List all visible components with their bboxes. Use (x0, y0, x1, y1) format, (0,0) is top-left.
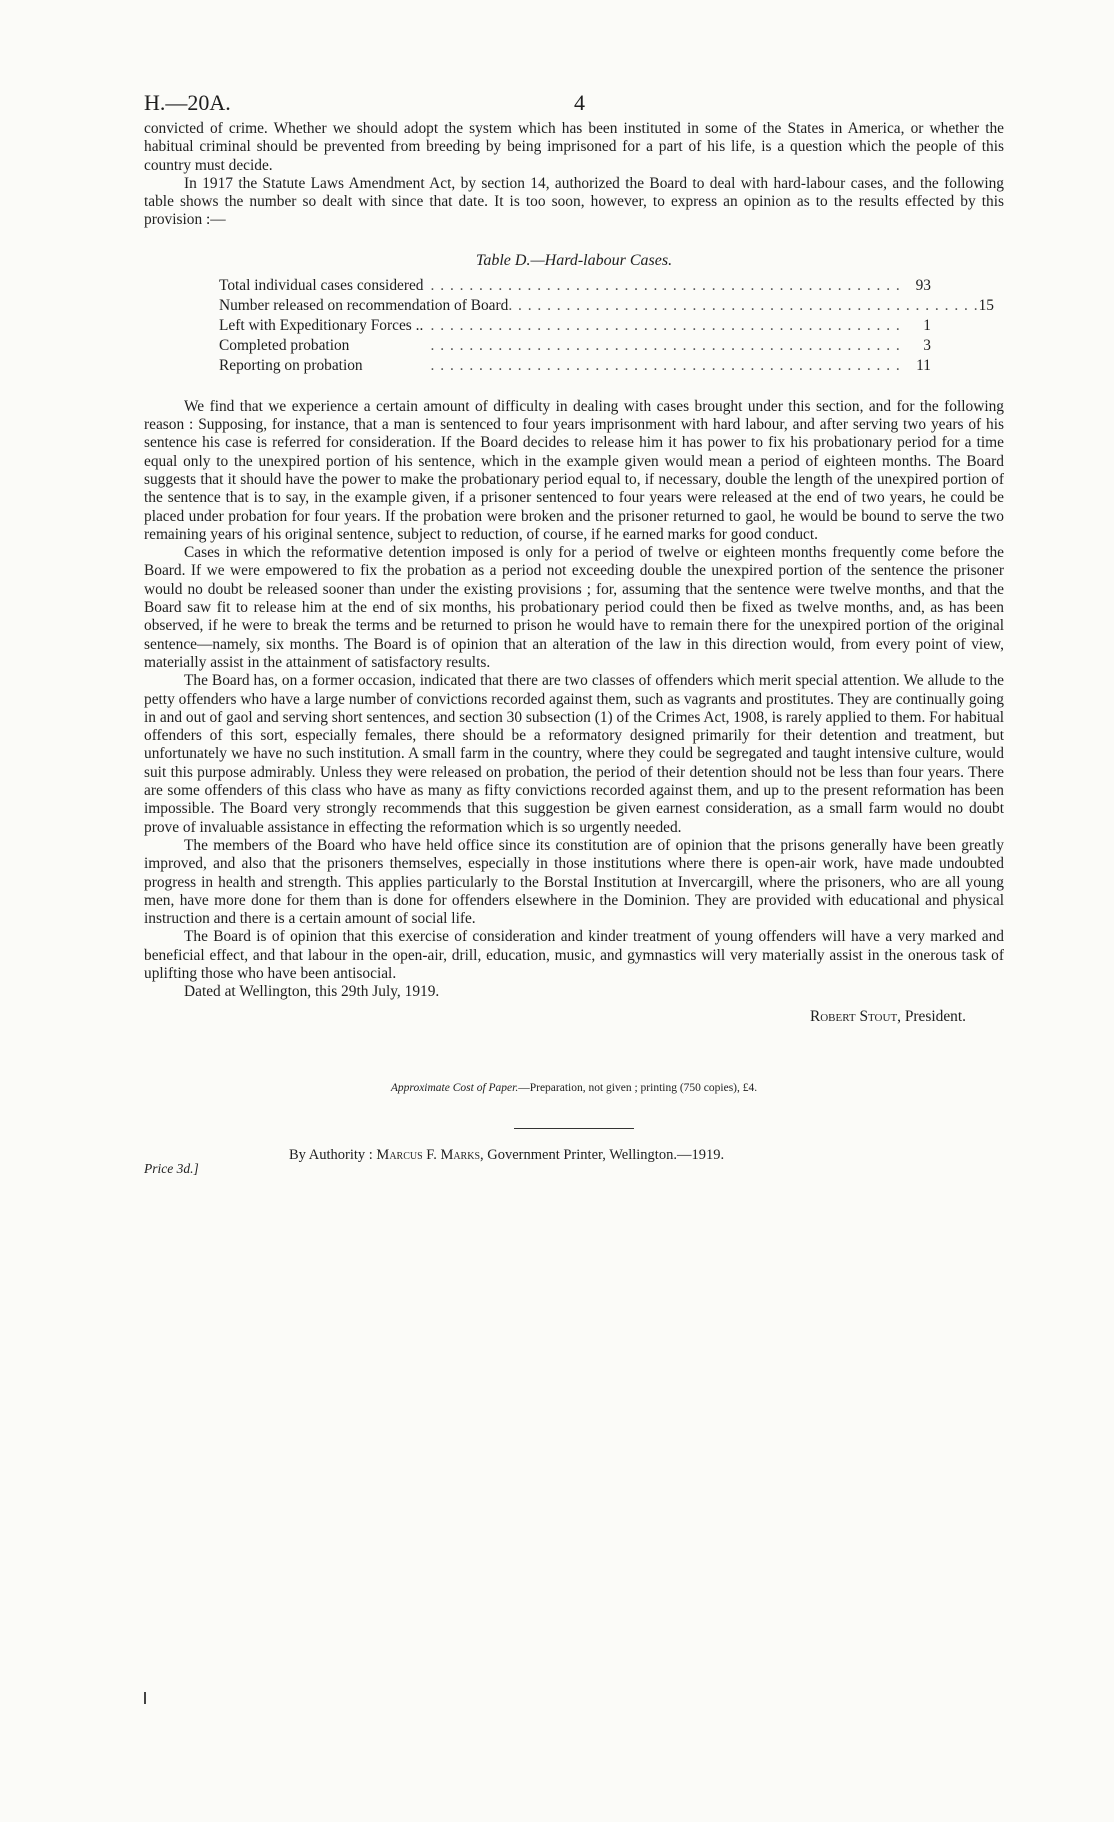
printer-name: Marcus F. Marks (376, 1146, 481, 1163)
paragraph-difficulty: We find that we experience a certain amount of difficulty in dealing with cases brought under this section, and for the following reason : Supposing, for instance, that a man is sentenced to four years imprisonment with hard labour, and after serving two years of his sentence his case is referred for consideration. If the Board decides to release him it has power to fix his probationary period for a time equal only to the unexpired portion of his sentence, which in the example given would mean a period of eighteen months. The Board suggests that it should have the power to make the probationary period equal to, if necessary, double the length of the unexpired portion of the sentence that is to say, in the example given, if a prisoner sentenced to four years were released at the end of two years, he could be placed under probation for four years. If the probation were broken and the prisoner returned to gaol, he would be bound to serve the two remaining years of his original sentence, subject to reduction, of course, if he earned marks for good conduct. (144, 397, 1004, 543)
leader-dots: . . . . . . . . . . . . . . . . . . . . . . . . . . . . . . . . . . . . . . . . . . . . . . . . . (430, 316, 901, 334)
paragraph-prisons: The members of the Board who have held office since its constitution are of opinion that the prisons generally have been greatly improved, and also that the prisoners themselves, especially in those institutions where there is open-air work, have made undoubted progress in health and strength. This applies particularly to the Borstal Institution at Invercargill, where the prisoners, who are all young men, have more done for them than is done for offenders elsewhere in the Dominion. They are provided with educational and physical instruction and there is a certain amount of social life. (144, 836, 1004, 928)
leader-dots: . . . . . . . . . . . . . . . . . . . . . . . . . . . . . . . . . . . . . . . . . . . . . . . . . (430, 336, 901, 354)
page-header (144, 90, 1004, 120)
row-label: Reporting on probation (219, 356, 363, 374)
imprint (144, 1146, 1004, 1176)
cost-note (144, 1082, 1004, 1094)
table-row (219, 276, 931, 296)
cost-text: —Preparation, not given ; printing (750 copies), £4. (518, 1081, 758, 1094)
hard-labour-table (219, 276, 994, 376)
row-label: Left with Expeditionary Forces .. (219, 316, 424, 334)
signatory-name: Robert Stout (809, 1007, 898, 1025)
table-row (219, 296, 994, 316)
dated-line: Dated at Wellington, this 29th July, 1919. (184, 983, 440, 1001)
table-row (219, 316, 931, 336)
authority-line (289, 1147, 724, 1164)
paragraph-reformative: Cases in which the reformative detention imposed is only for a period of twelve or eighteen months frequently come before the Board. If we were empowered to fix the probation as a period not exceeding double the unexpired portion of the sentence the prisoner would no doubt be released sooner than under the existing provisions ; for, assuming that the sentence were twelve months, and that the Board saw fit to release him at the end of six months, his probationary period could then be fixed as twelve months, and, as has been observed, if he were to break the terms and be returned to prison he would have to remain there for the unexpired portion of the original sentence—namely, six months. The Board is of opinion that an alteration of the law in this direction would, from every point of view, materially assist in the attainment of satisfactory results. (144, 544, 1004, 671)
row-value: 1 (923, 316, 931, 334)
row-value: 3 (923, 336, 931, 354)
leader-dots: . . . . . . . . . . . . . . . . . . . . . . . . . . . . . . . . . . . . . . . . . . . . . . . . . (508, 296, 979, 314)
table-title: Table D.—Hard-labour Cases. (475, 251, 673, 269)
table-row (219, 336, 931, 356)
row-label: Total individual cases considered (219, 276, 424, 294)
document-page (144, 90, 1004, 1176)
signature (144, 1008, 966, 1026)
price: Price 3d.] (144, 1160, 199, 1176)
margin-mark (144, 1692, 146, 1704)
leader-dots: . . . . . . . . . . . . . . . . . . . . . . . . . . . . . . . . . . . . . . . . . . . . . . . . . (430, 276, 901, 294)
paragraph-treatment: The Board is of opinion that this exercise of consideration and kinder treatment of young offenders will have a very marked and beneficial effect, and that labour in the open-air, drill, education, music, and gymnastics will very materially assist in the onerous task of uplifting those who have been antisocial. (144, 928, 1004, 982)
signatory-title: , President. (897, 1007, 966, 1025)
row-value: 93 (915, 276, 931, 294)
page-number: 4 (574, 90, 585, 115)
divider (514, 1128, 634, 1129)
row-value: 11 (916, 356, 931, 374)
authority-prefix: By Authority : (289, 1146, 377, 1163)
leader-dots: . . . . . . . . . . . . . . . . . . . . . . . . . . . . . . . . . . . . . . . . . . . . . . . . . (430, 356, 901, 374)
paragraph-intro: convicted of crime. Whether we should adopt the system which has been instituted in some of the States in America, or whether the habitual criminal should be prevented from breeding by being imprisoned for a part of his life, is a question which the people of this country must decide. (144, 120, 1004, 174)
table-row (219, 356, 931, 376)
document-code: H.—20A. (144, 90, 231, 115)
paragraph-statute: In 1917 the Statute Laws Amendment Act, by section 14, authorized the Board to deal with hard-labour cases, and the following table shows the number so dealt with since that date. It is too soon, however, to express an opinion as to the results effected by this provision :— (144, 174, 1004, 229)
row-label: Completed probation (219, 336, 350, 354)
cost-label: Approximate Cost of Paper. (390, 1081, 519, 1094)
row-value: 15 (978, 296, 994, 314)
paragraph-offenders: The Board has, on a former occasion, indicated that there are two classes of offenders which merit special attention. We allude to the petty offenders who have a large number of convictions recorded against them, such as vagrants and prostitutes. They are continually going in and out of gaol and serving short sentences, and section 30 subsection (1) of the Crimes Act, 1908, is rarely applied to them. For habitual offenders of this sort, especially females, there should be a reformatory designed primarily for their detention and treatment, but unfortunately we have no such institution. A small farm in the country, where they could be segregated and taught intensive culture, would suit this purpose admirably. Unless they were released on probation, the period of their detention should not be less than four years. There are some offenders of this class who have as many as fifty convictions recorded against them, and up to the present reformation has been impossible. The Board very strongly recommends that this suggestion be given earnest consideration, as a small farm would no doubt prove of invaluable assistance in effecting the reformation which is so urgently needed. (144, 672, 1004, 836)
authority-suffix: , Government Printer, Wellington.—1919. (480, 1146, 725, 1163)
row-label: Number released on recommendation of Board (219, 296, 509, 314)
